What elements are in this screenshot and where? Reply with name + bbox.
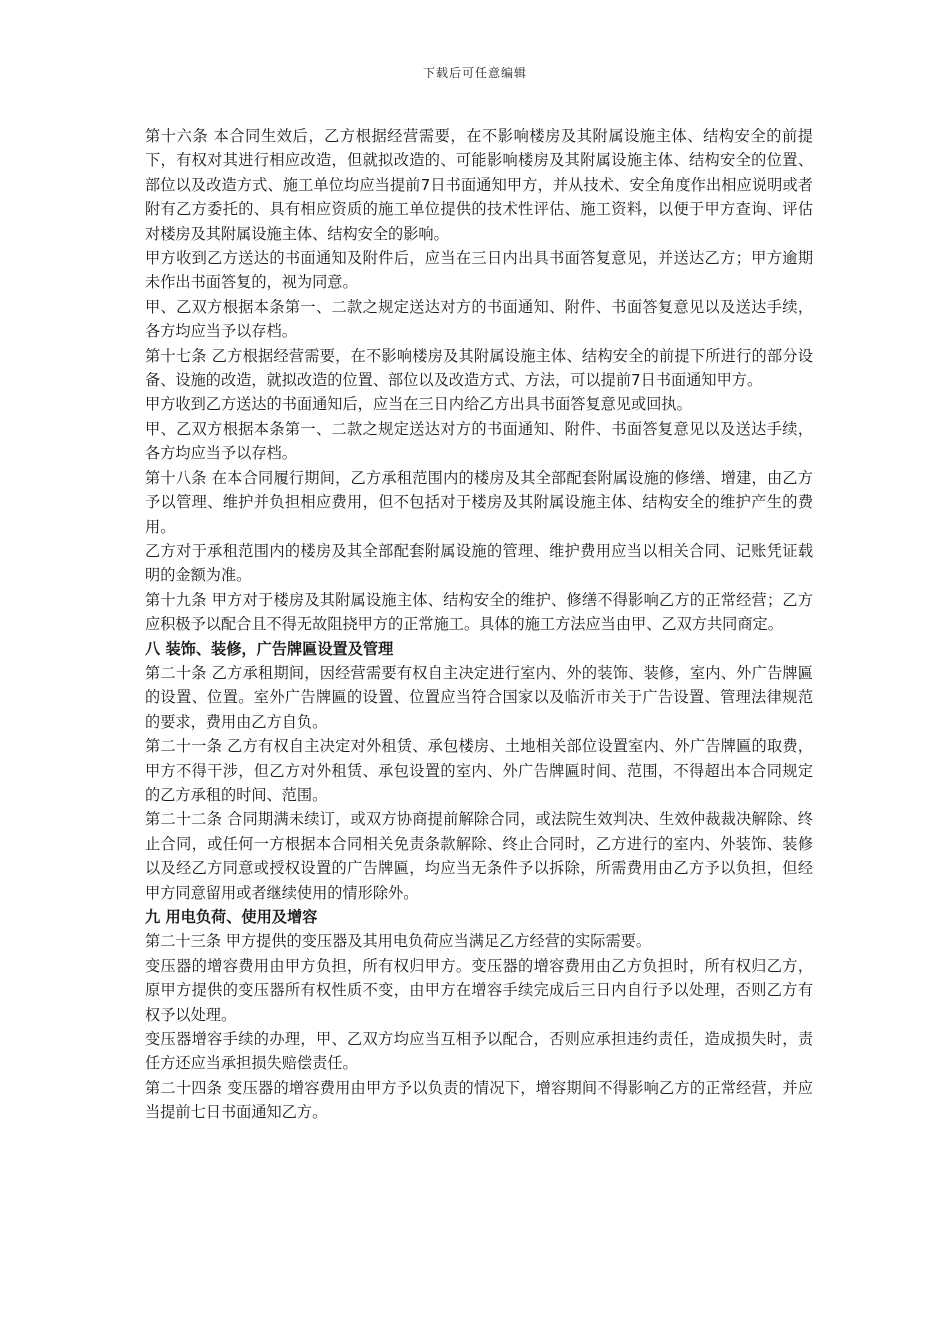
clause-23-para-3: 变压器增容手续的办理，甲、乙双方均应当互相予以配合，否则应承担违约责任，造成损失时，责任方还应当承担损失赔偿责任。 (145, 1030, 813, 1073)
clause-23: 第二十三条 甲方提供的变压器及其用电负荷应当满足乙方经营的实际需要。 (145, 932, 652, 951)
clause-16-para-2: 甲方收到乙方送达的书面通知及附件后，应当在三日内出具书面答复意见，并送达乙方；甲方逾期未作出书面答复的，视为同意。 (145, 249, 813, 292)
clause-22: 第二十二条 合同期满未续订，或双方协商提前解除合同，或法院生效判决、生效仲裁裁决解除、终止合同，或任何一方根据本合同相关免责条款解除、终止合同时，乙方进行的室内、外装饰、装修以及经乙方同意或授权设置的广告牌匾，均应当无条件予以拆除，所需费用由乙方予以负担，但经甲方同意留用或者继续使用的情形除外。 (145, 810, 813, 902)
document-body (145, 124, 813, 1125)
clause-24: 第二十四条 变压器的增容费用由甲方予以负责的情况下，增容期间不得影响乙方的正常经营，并应当提前七日书面通知乙方。 (145, 1078, 813, 1122)
clause-21: 第二十一条 乙方有权自主决定对外租赁、承包楼房、土地相关部位设置室内、外广告牌匾的取费，甲方不得干涉，但乙方对外租赁、承包设置的室内、外广告牌匾时间、范围，不得超出本合同规定的乙方承租的时间、范围。 (145, 737, 813, 804)
clause-20: 第二十条 乙方承租期间，因经营需要有权自主决定进行室内、外的装饰、装修，室内、外广告牌匾的设置、位置。室外广告牌匾的设置、位置应当符合国家以及临沂市关于广告设置、管理法律规范的要求，费用由乙方自负。 (145, 663, 813, 731)
page-header: 下载后可任意编辑 (422, 66, 527, 80)
clause-19: 第十九条 甲方对于楼房及其附属设施主体、结构安全的维护、修缮不得影响乙方的正常经营；乙方应积极予以配合且不得无故阻挠甲方的正常施工。具体的施工方法应当由甲、乙双方共同商定。 (145, 590, 813, 634)
clause-17-para-2: 甲方收到乙方送达的书面通知后，应当在三日内给乙方出具书面答复意见或回执。 (145, 395, 692, 414)
section-heading-8: 八 装饰、装修，广告牌匾设置及管理 (145, 639, 394, 658)
clause-16: 第十六条 本合同生效后，乙方根据经营需要，在不影响楼房及其附属设施主体、结构安全的前提下，有权对其进行相应改造，但就拟改造的、可能影响楼房及其附属设施主体、结构安全的位置、部位以及改造方式、施工单位均应当提前7日书面通知甲方，并从技术、安全角度作出相应说明或者附有乙方委托的、具有相应资质的施工单位提供的技术性评估、施工资料，以便于甲方查询、评估对楼房及其附属设施主体、结构安全的影响。 (145, 127, 813, 243)
clause-18-para-2: 乙方对于承租范围内的楼房及其全部配套附属设施的管理、维护费用应当以相关合同、记账凭证载明的金额为准。 (145, 541, 813, 585)
clause-18: 第十八条 在本合同履行期间，乙方承租范围内的楼房及其全部配套附属设施的修缮、增建，由乙方予以管理、维护并负担相应费用，但不包括对于楼房及其附属设施主体、结构安全的维护产生的费用。 (145, 468, 813, 536)
clause-17: 第十七条 乙方根据经营需要，在不影响楼房及其附属设施主体、结构安全的前提下所进行的部分设备、设施的改造，就拟改造的位置、部位以及改造方式、方法，可以提前7日书面通知甲方。 (145, 346, 813, 390)
section-heading-9: 九 用电负荷、使用及增容 (145, 908, 318, 926)
clause-16-para-3: 甲、乙双方根据本条第一、二款之规定送达对方的书面通知、附件、书面答复意见以及送达手续，各方均应当予以存档。 (145, 297, 813, 341)
clause-17-para-3: 甲、乙双方根据本条第一、二款之规定送达对方的书面通知、附件、书面答复意见以及送达手续，各方均应当予以存档。 (145, 419, 813, 463)
clause-23-para-2: 变压器的增容费用由甲方负担，所有权归甲方。变压器的增容费用由乙方负担时，所有权归乙方，原甲方提供的变压器所有权性质不变，由甲方在增容手续完成后三日内自行予以处理，否则乙方有权予以处理。 (145, 956, 813, 1024)
